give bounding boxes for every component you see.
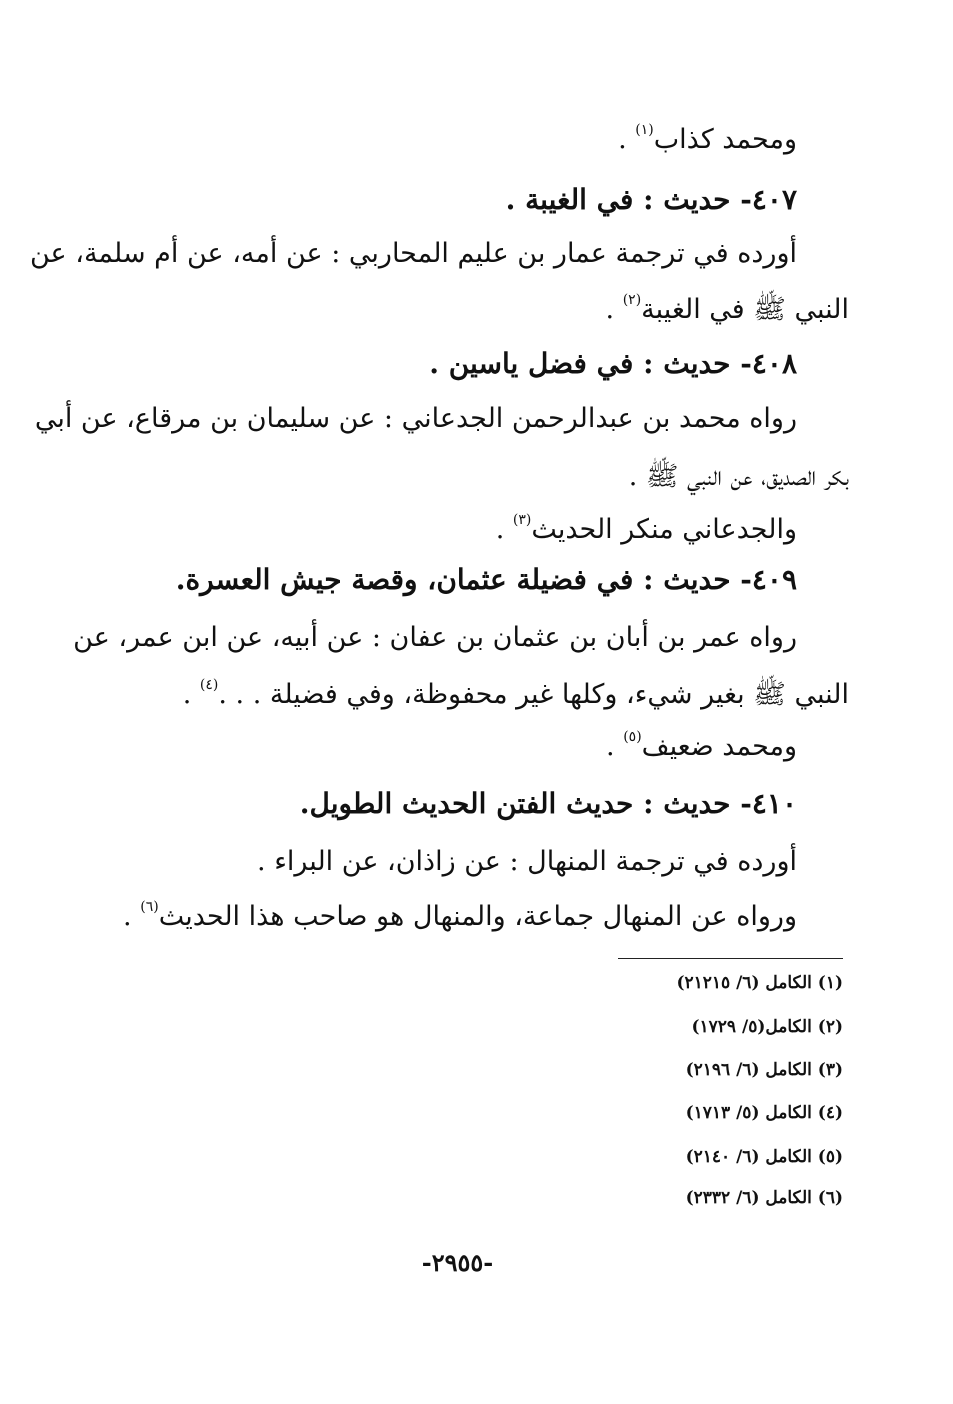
page-number: -٢٩٥٥- bbox=[421, 1248, 494, 1277]
footnote: (٤) الكامل (٥/ ١٧١٣) bbox=[685, 1103, 843, 1123]
line-tail: . bbox=[123, 901, 141, 932]
line-text: ومحمد ضعيف bbox=[641, 731, 797, 762]
text-line bbox=[123, 901, 797, 932]
footnote: (٥) الكامل (٦/ ٢١٤٠) bbox=[685, 1147, 843, 1167]
line-text: ورواه عن المنهال جماعة، والمنهال هو صاحب هذا الحديث bbox=[158, 901, 797, 932]
text-line bbox=[29, 238, 797, 269]
footnote-ref: (٢) bbox=[622, 292, 642, 308]
footnote-separator bbox=[618, 958, 843, 959]
line-text: النبي ﷺ بغير شيء، وكلها غير محفوظة، وفي فضيلة . . . bbox=[218, 679, 849, 710]
text-line bbox=[606, 731, 797, 762]
heading-text: ٤٠٨- حديث : في فضل ياسين . bbox=[429, 347, 797, 380]
line-text: أورده في ترجمة عمار بن عليم المحاربي : عن أمه، عن أم سلمة، عن bbox=[29, 238, 797, 269]
footnote-ref: (٥) bbox=[623, 729, 642, 745]
line-tail: . bbox=[606, 731, 624, 762]
text-line bbox=[183, 677, 849, 717]
line-tail: . bbox=[605, 294, 623, 325]
footnote-ref: (١) bbox=[635, 122, 654, 138]
footnote: (٦) الكامل (٦/ ٢٣٣٢) bbox=[685, 1188, 843, 1208]
heading-text: ٤٠٩- حديث : في فضيلة عثمان، وقصة جيش العسرة. bbox=[175, 563, 797, 596]
line-tail: . bbox=[618, 124, 636, 155]
text-line bbox=[496, 514, 797, 545]
line-text: رواه محمد بن عبدالرحمن الجدعاني : عن سليمان بن مرقاع، عن أبي bbox=[34, 403, 797, 434]
text-line bbox=[606, 292, 849, 332]
line-text: والجدعاني منكر الحديث bbox=[531, 514, 797, 545]
footnote: (٣) الكامل (٦/ ٢١٩٦) bbox=[685, 1060, 843, 1080]
line-text: بكر الصديق، عن النبي ﷺ . bbox=[628, 461, 849, 492]
heading-text: ٤٠٧- حديث : في الغيبة . bbox=[505, 183, 797, 216]
text-line bbox=[34, 403, 797, 434]
text-line bbox=[257, 846, 797, 877]
hadith-heading bbox=[429, 347, 797, 380]
text-line bbox=[618, 124, 797, 155]
heading-text: ٤١٠- حديث : حديث الفتن الحديث الطويل. bbox=[299, 787, 797, 820]
footnote: (٢) الكامل(٥/ ١٧٢٩) bbox=[691, 1017, 843, 1037]
line-text: ومحمد كذاب bbox=[653, 124, 797, 155]
footnote: (١) الكامل (٦/ ٢١٢١٥) bbox=[676, 973, 843, 993]
line-tail: . bbox=[495, 514, 513, 545]
line-tail: . bbox=[182, 679, 200, 710]
footnote-ref: (٤) bbox=[199, 677, 219, 693]
line-text: رواه عمر بن أبان بن عثمان بن عفان : عن أبيه، عن ابن عمر، عن bbox=[73, 622, 797, 653]
footnote-ref: (٣) bbox=[512, 512, 532, 528]
footnote-ref: (٦) bbox=[140, 899, 159, 915]
text-line bbox=[629, 459, 849, 499]
line-text: النبي ﷺ في الغيبة bbox=[641, 294, 849, 325]
hadith-heading bbox=[300, 787, 797, 820]
line-text: أورده في ترجمة المنهال : عن زاذان، عن البراء . bbox=[257, 846, 797, 877]
hadith-heading bbox=[176, 563, 797, 596]
hadith-heading bbox=[506, 183, 797, 216]
text-line bbox=[73, 622, 797, 653]
